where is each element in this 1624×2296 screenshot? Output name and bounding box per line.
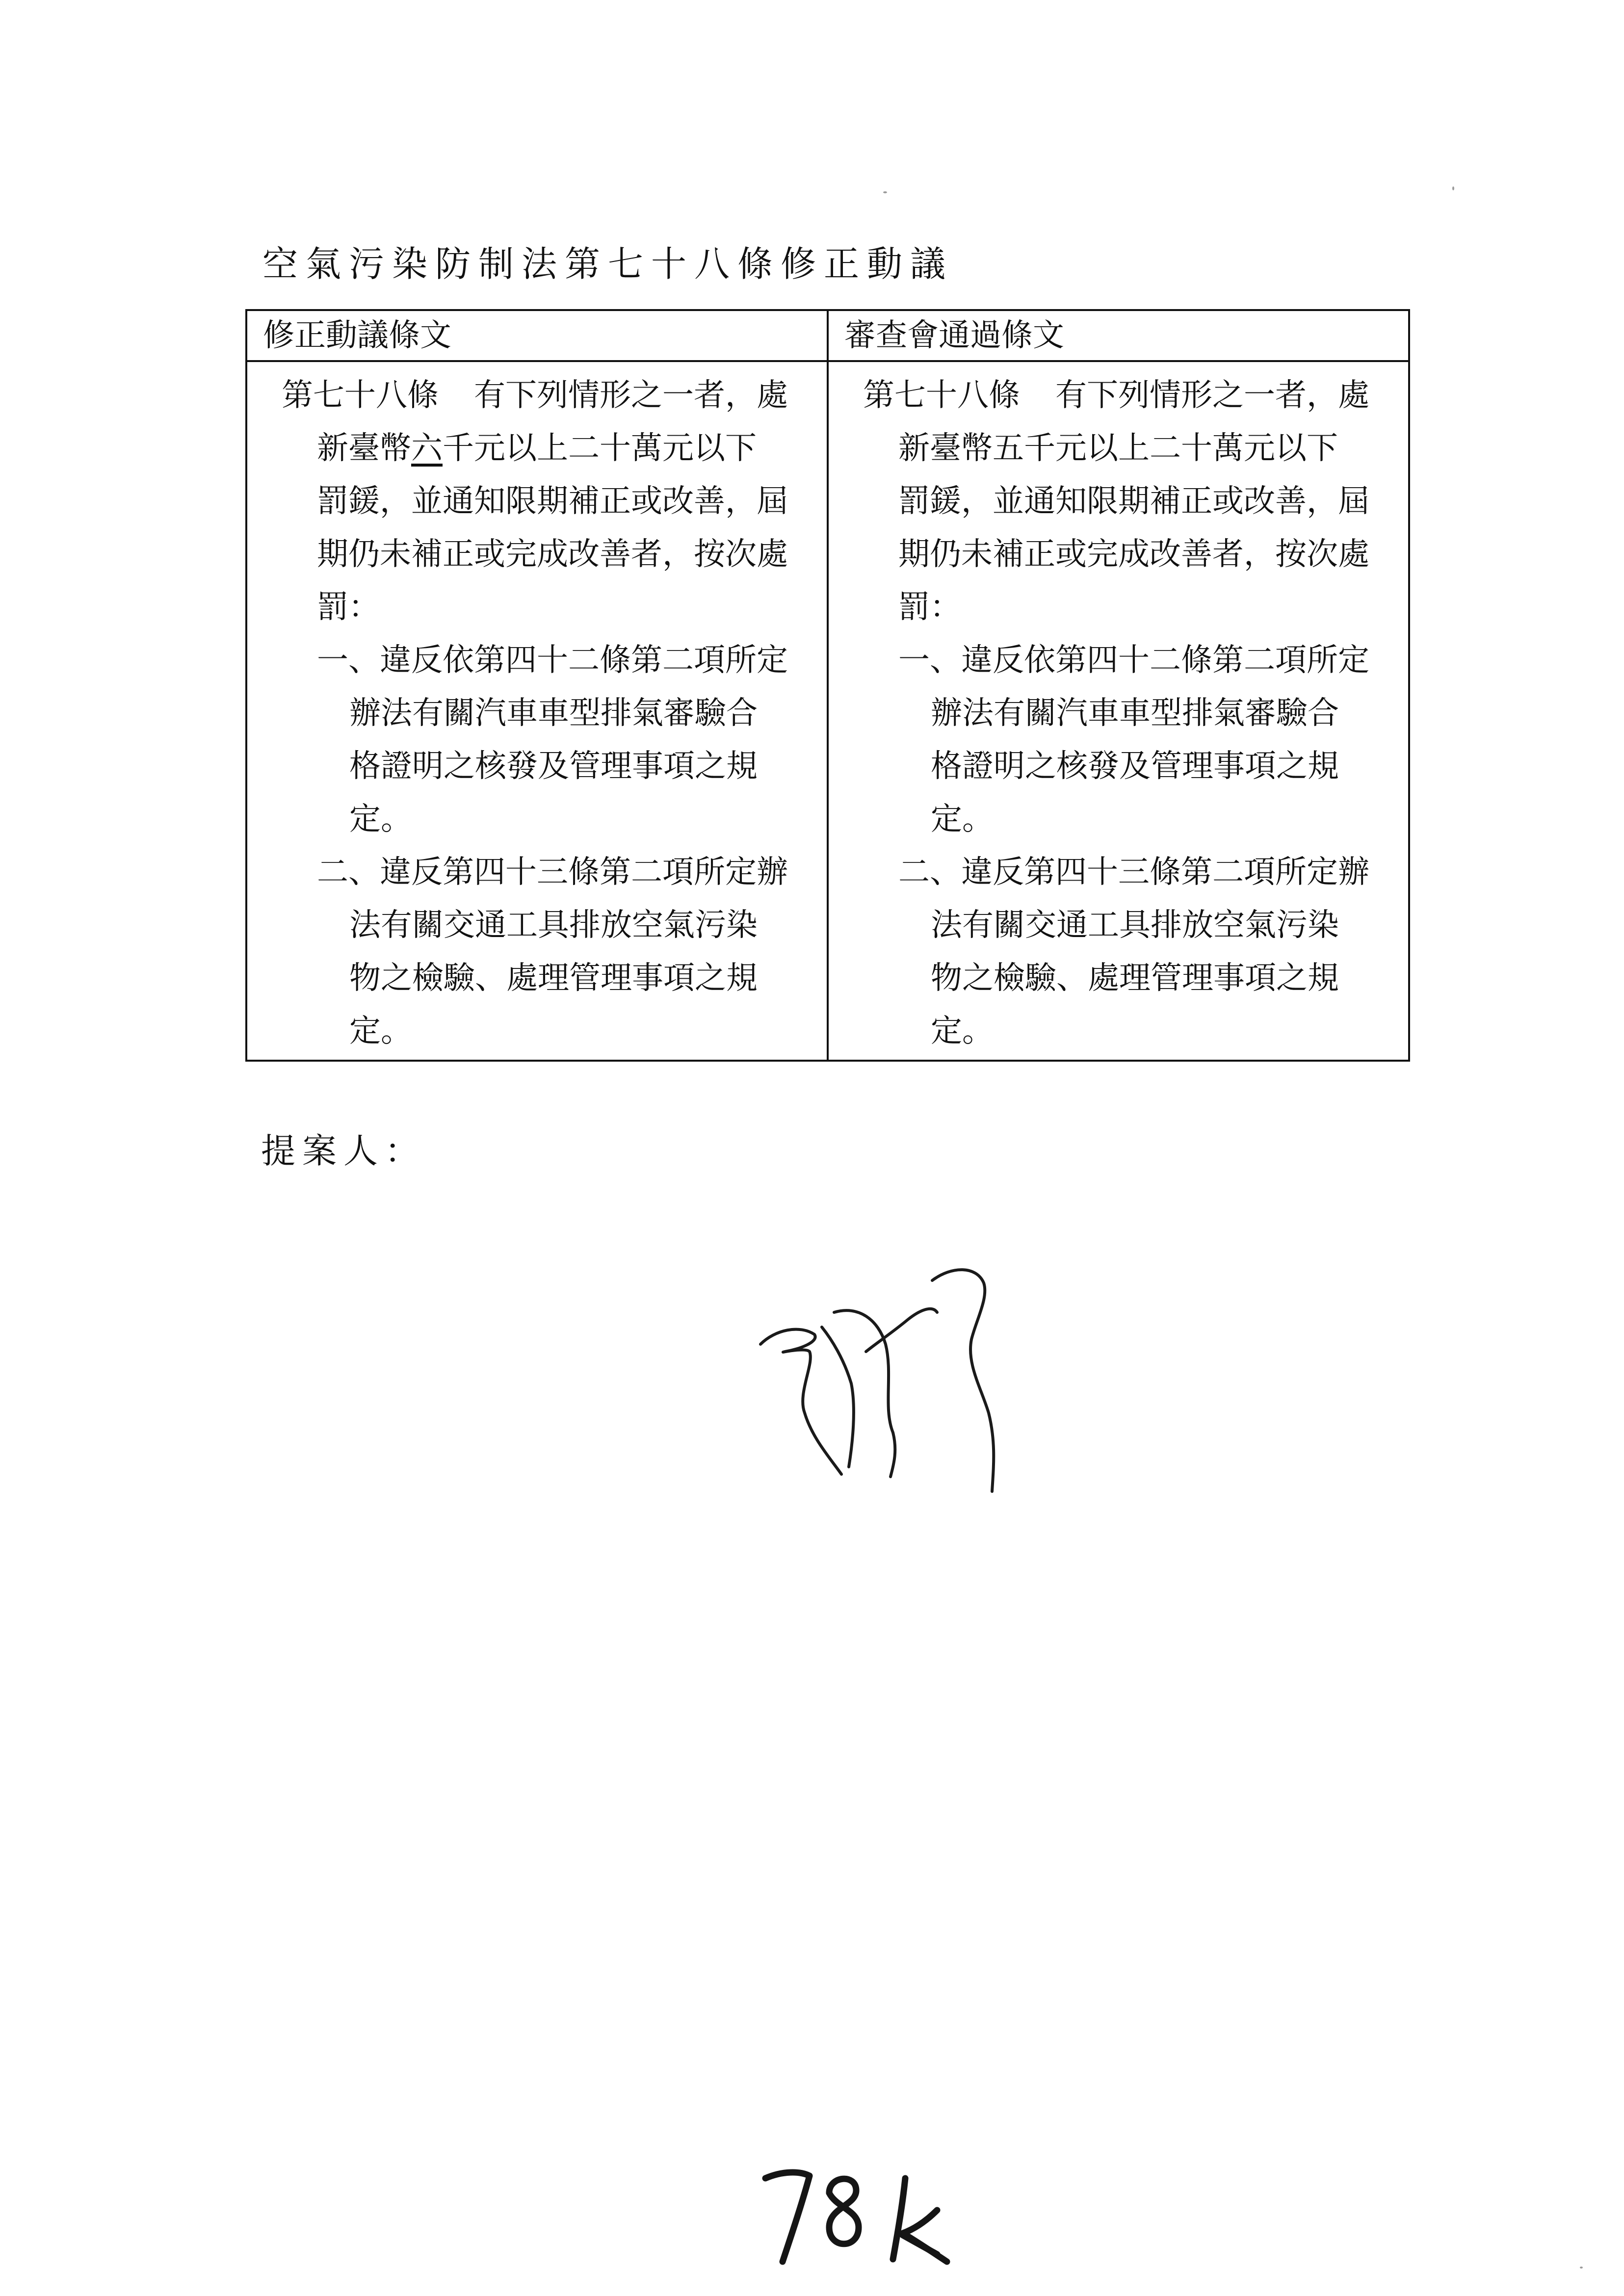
article-text-line: 期仍未補正或完成改善者，按次處 bbox=[317, 536, 788, 573]
item-one-line: 一、違反依第四十二條第二項所定 bbox=[317, 642, 788, 678]
handwritten-signature bbox=[746, 1246, 1021, 1501]
header-motion-text: 修正動議條文 bbox=[246, 310, 828, 361]
article-text-line: 罰鍰，並通知限期補正或改善，屆 bbox=[317, 483, 788, 520]
item-one-line: 辦法有關汽車車型排氣審驗合 bbox=[931, 695, 1339, 731]
item-one-line: 定。 bbox=[349, 801, 412, 837]
article-first-line bbox=[863, 369, 1384, 422]
article-amount-line bbox=[863, 422, 1384, 475]
handwritten-page-number bbox=[756, 2149, 962, 2276]
item-one-line: 定。 bbox=[931, 801, 994, 837]
item-two-line: 二、違反第四十三條第二項所定辦 bbox=[317, 854, 788, 890]
item-two-line: 物之檢驗、處理管理事項之規 bbox=[349, 960, 758, 996]
item-one-line: 一、違反依第四十二條第二項所定 bbox=[898, 642, 1369, 678]
article-text: 有下列情形之一者，處 bbox=[474, 377, 788, 414]
committee-article-cell bbox=[828, 361, 1409, 1061]
amount-prefix: 新臺幣 bbox=[898, 430, 993, 467]
item-one-line: 辦法有關汽車車型排氣審驗合 bbox=[349, 695, 758, 731]
scan-speck bbox=[883, 191, 887, 193]
scan-speck bbox=[1580, 2267, 1583, 2269]
item-two-line: 定。 bbox=[349, 1013, 412, 1049]
amount-suffix: 千元以上二十萬元以下 bbox=[443, 430, 757, 467]
article-text-line: 期仍未補正或完成改善者，按次處 bbox=[898, 536, 1369, 573]
item-one-line: 格證明之核發及管理事項之規 bbox=[931, 748, 1339, 784]
amount-suffix: 千元以上二十萬元以下 bbox=[1024, 430, 1338, 467]
table-body-row bbox=[246, 361, 1409, 1061]
proposer-label: 提案人： bbox=[261, 1131, 426, 1171]
article-number: 第七十八條 bbox=[863, 377, 1020, 414]
amount-digit: 五 bbox=[993, 430, 1024, 467]
article-first-line bbox=[282, 369, 802, 422]
article-text-line: 罰： bbox=[317, 589, 380, 626]
page-title: 空氣污染防制法第七十八條修正動議 bbox=[262, 243, 954, 285]
article-text-line: 罰： bbox=[898, 589, 961, 626]
amount-prefix: 新臺幣 bbox=[317, 430, 411, 467]
item-two-line: 法有關交通工具排放空氣污染 bbox=[349, 907, 758, 943]
item-two-line: 二、違反第四十三條第二項所定辦 bbox=[898, 854, 1369, 890]
item-one-line: 格證明之核發及管理事項之規 bbox=[349, 748, 758, 784]
comparison-table bbox=[245, 309, 1410, 1062]
motion-article-cell bbox=[246, 361, 828, 1061]
item-two-line: 法有關交通工具排放空氣污染 bbox=[931, 907, 1339, 943]
header-committee-text: 審查會通過條文 bbox=[828, 310, 1409, 361]
item-two-line: 物之檢驗、處理管理事項之規 bbox=[931, 960, 1339, 996]
article-amount-line bbox=[282, 422, 802, 475]
article-number: 第七十八條 bbox=[282, 377, 439, 414]
article-text-line: 罰鍰，並通知限期補正或改善，屆 bbox=[898, 483, 1369, 520]
scan-speck bbox=[1452, 186, 1454, 190]
amount-changed-digit: 六 bbox=[411, 430, 443, 467]
table-header-row bbox=[246, 310, 1409, 361]
article-text: 有下列情形之一者，處 bbox=[1055, 377, 1369, 414]
item-two-line: 定。 bbox=[931, 1013, 994, 1049]
